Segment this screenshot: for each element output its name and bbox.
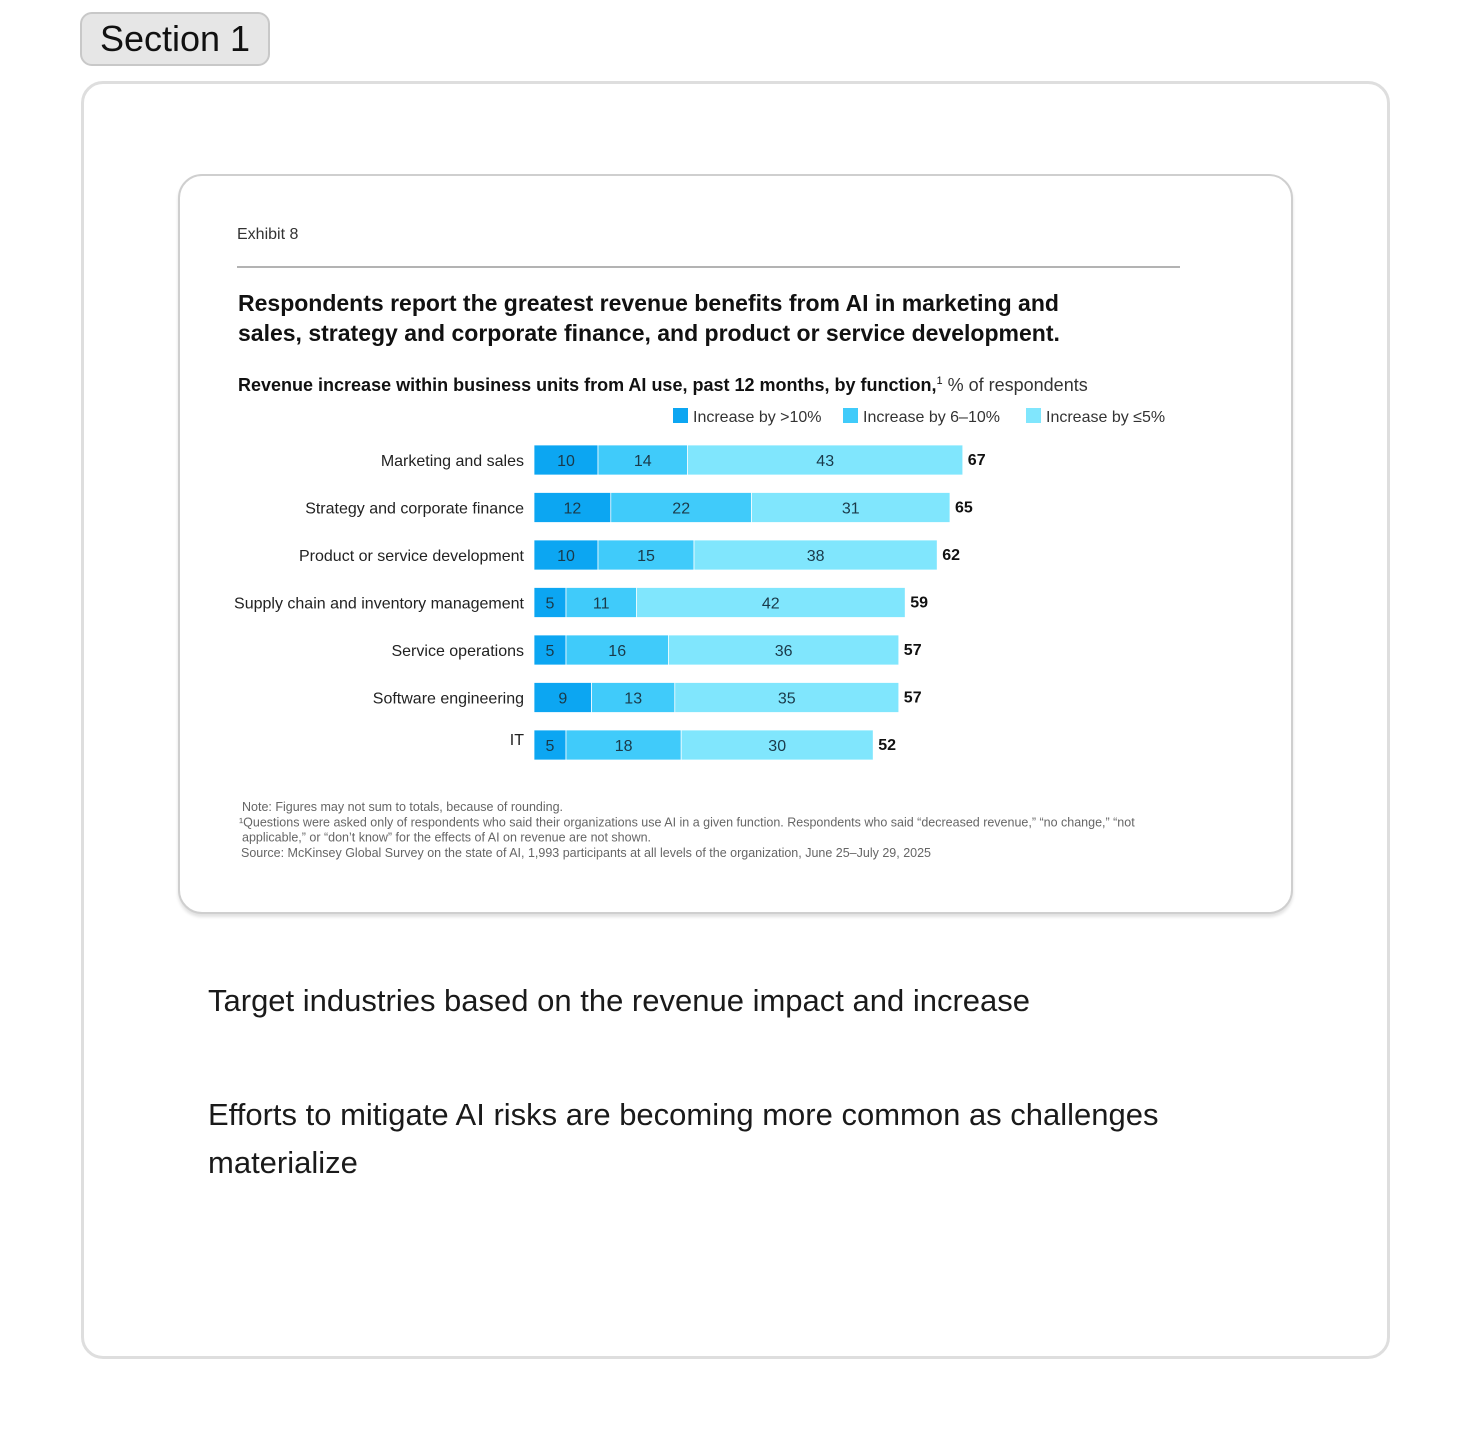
category-label: Product or service development [299, 548, 524, 565]
paragraph-mitigate-risks: Efforts to mitigate AI risks are becoming more common as challenges materialize [208, 1097, 1159, 1180]
chart-title-line-1: Respondents report the greatest revenue benefits from AI in marketing and [238, 290, 1059, 316]
legend-swatch-1 [673, 408, 688, 423]
stacked-bar-chart [180, 176, 1293, 914]
chart-note-line: applicable,” or “don’t know” for the effects of AI on revenue are not shown. [242, 830, 652, 845]
bar-value-label: 14 [633, 453, 652, 470]
bar-total-label: 52 [878, 737, 896, 754]
bar-value-label: 38 [806, 548, 825, 565]
bar-value-label: 9 [558, 690, 568, 708]
bar-value-label: 10 [557, 548, 575, 565]
exhibit-card [178, 174, 1293, 914]
chart-title-line-2: sales, strategy and corporate finance, and product or service development. [238, 320, 1060, 346]
category-label: Software engineering [372, 690, 524, 708]
chart-legend [673, 408, 1165, 426]
chart-subtitle-main: Revenue increase within business units from AI use, past 12 months, by function, [238, 375, 937, 395]
chart-notes [239, 800, 1135, 860]
bar-total-label: 59 [910, 594, 928, 612]
bar-value-label: 35 [777, 690, 796, 708]
category-label: Service operations [391, 643, 524, 660]
bar-value-label: 5 [545, 595, 555, 613]
bar-total-label: 67 [967, 452, 986, 469]
legend-swatch-2 [843, 408, 858, 423]
bar-value-label: 5 [545, 643, 555, 660]
chart-subtitle [238, 375, 1088, 395]
bar-total-label: 62 [942, 547, 960, 564]
bar-value-label: 43 [816, 453, 835, 470]
chart-subtitle-footnote: 1 [936, 375, 943, 387]
bar-value-label: 11 [592, 595, 610, 613]
legend-label-2: Increase by 6–10% [863, 409, 1000, 426]
category-label: Strategy and corporate finance [305, 500, 524, 518]
chart-note-line: Note: Figures may not sum to totals, because of rounding. [242, 800, 564, 814]
section-tab[interactable]: Section 1 [80, 12, 270, 66]
paragraph-target-industries: Target industries based on the revenue impact and increase [208, 983, 1030, 1018]
bar-value-label: 36 [774, 643, 793, 660]
exhibit-label: Exhibit 8 [237, 226, 299, 243]
bar-value-label: 10 [557, 453, 575, 470]
category-label: Supply chain and inventory management [234, 595, 524, 613]
category-label: Marketing and sales [380, 453, 524, 470]
bar-total-label: 57 [903, 689, 922, 707]
bar-value-label: 30 [768, 738, 787, 755]
legend-label-3: Increase by ≤5% [1046, 409, 1166, 426]
legend-label-1: Increase by >10% [693, 409, 822, 426]
bar-value-label: 18 [614, 738, 633, 755]
bar-value-label: 12 [563, 500, 582, 518]
bar-value-label: 16 [608, 643, 627, 660]
category-label: IT [509, 732, 524, 749]
chart-note-line: ¹Questions were asked only of respondents who said their organizations use AI in a given function. Respondents who said “decreased revenue,” “no change,” “not [239, 815, 1135, 830]
chart-subtitle-unit: % of respondents [942, 375, 1088, 395]
bar-value-label: 15 [637, 548, 655, 565]
bar-value-label: 22 [672, 500, 691, 518]
chart-note-line: Source: McKinsey Global Survey on the state of AI, 1,993 participants at all levels of the organization, June 25–July 29, 2025 [241, 845, 931, 860]
bar-value-label: 31 [841, 500, 860, 518]
bar-total-label: 65 [955, 499, 973, 517]
bar-value-label: 42 [761, 595, 780, 613]
bar-value-label: 13 [624, 690, 643, 708]
legend-swatch-3 [1026, 408, 1041, 423]
bar-value-label: 5 [545, 738, 555, 755]
bar-total-label: 57 [903, 642, 922, 659]
chart-bars [234, 445, 986, 760]
